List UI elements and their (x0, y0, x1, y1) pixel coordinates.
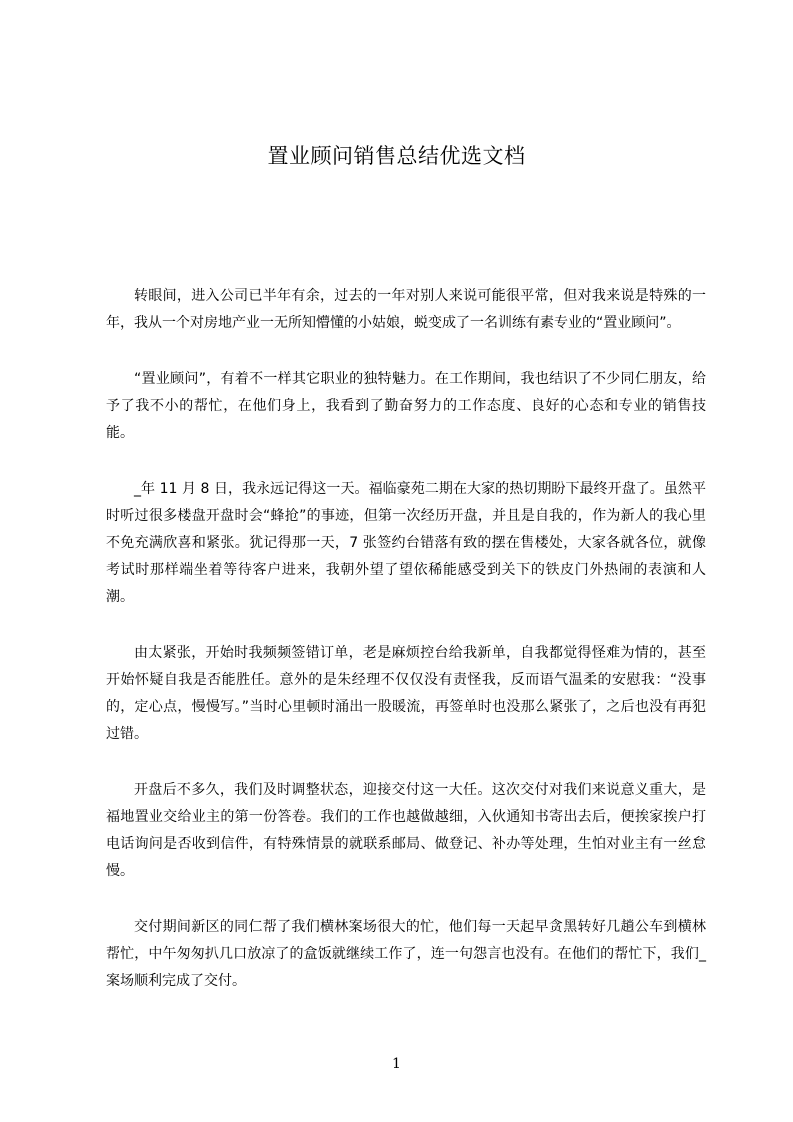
paragraph-3: _年 11 月 8 日，我永远记得这一天。福临豪苑二期在大家的热切期盼下最终开盘了。虽然平时听过很多楼盘开盘时会“蜂抢”的事迹，但第一次经历开盘，并且是自我的，作为新人的我心里不免充满欣喜和紧张。犹记得那一天，7 张签约台错落有致的摆在售楼处，大家各就各位，就像考试时那样端坐着等待客户进来，我朝外望了望依稀能感受到关下的铁皮门外热闹的表演和人潮。 (106, 481, 706, 605)
document-title: 置业顾问销售总结优选文档 (267, 144, 526, 168)
paragraph-4: 由太紧张，开始时我频频签错订单，老是麻烦控台给我新单，自我都觉得怪难为情的，甚至开始怀疑自我是否能胜任。意外的是朱经理不仅仅没有责怪我，反而语气温柔的安慰我：“没事的，定心点，慢慢写。”当时心里顿时涌出一股暖流，再签单时也没那么紧张了，之后也没有再犯过错。 (106, 645, 706, 742)
document-body (106, 283, 706, 1024)
paragraph-6: 交付期间新区的同仁帮了我们横林案场很大的忙，他们每一天起早贪黑转好几趟公车到横林帮忙，中午匆匆扒几口放凉了的盒饭就继续工作了，连一句怨言也没有。在他们的帮忙下，我们_案场顺利完成了交付。 (106, 919, 706, 989)
page-number: 1 (392, 1056, 401, 1072)
paragraph-1: 转眼间，进入公司已半年有余，过去的一年对别人来说可能很平常，但对我来说是特殊的一年，我从一个对房地产业一无所知懵懂的小姑娘，蜕变成了一名训练有素专业的“置业顾问”。 (106, 288, 706, 331)
paragraph-5: 开盘后不多久，我们及时调整状态，迎接交付这一大任。这次交付对我们来说意义重大，是福地置业交给业主的第一份答卷。我们的工作也越做越细，入伙通知书寄出去后，便挨家挨户打电话询问是否收到信件，有特殊情景的就联系邮局、做登记、补办等处理，生怕对业主有一丝怠慢。 (106, 782, 706, 879)
paragraph-2: “置业顾问”，有着不一样其它职业的独特魅力。在工作期间，我也结识了不少同仁朋友，给予了我不小的帮忙，在他们身上，我看到了勤奋努力的工作态度、良好的心态和专业的销售技能。 (106, 371, 706, 441)
